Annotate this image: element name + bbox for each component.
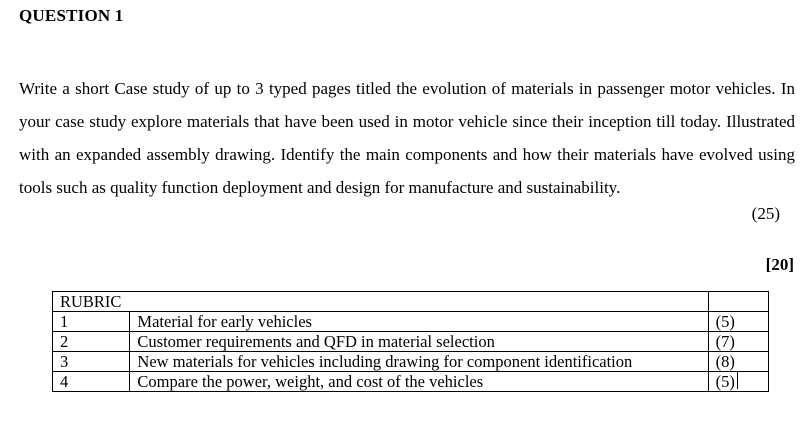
rubric-title: RUBRIC — [53, 292, 709, 312]
question-heading: QUESTION 1 — [19, 6, 124, 25]
rubric-row-description: Compare the power, weight, and cost of the vehicles — [130, 372, 708, 392]
rubric-row — [53, 372, 769, 392]
rubric-row-marks: (7) — [708, 332, 768, 352]
rubric-row-description: New materials for vehicles including drawing for component identification — [130, 352, 708, 372]
rubric-row-description: Material for early vehicles — [130, 312, 708, 332]
rubric-header-marks-cell — [708, 292, 768, 312]
rubric-row — [53, 332, 769, 352]
rubric-row — [53, 352, 769, 372]
rubric-row-marks-cell[interactable] — [708, 372, 768, 392]
rubric-row-marks: (5) — [708, 312, 768, 332]
rubric-row-marks: (5) — [715, 372, 735, 391]
rubric-row-number: 4 — [53, 372, 130, 392]
rubric-header-row — [53, 292, 769, 312]
rubric-row-number: 1 — [53, 312, 130, 332]
rubric-row-description: Customer requirements and QFD in material selection — [130, 332, 708, 352]
rubric-table — [52, 291, 769, 392]
text-cursor — [737, 372, 738, 389]
rubric-row-marks: (8) — [708, 352, 768, 372]
question-marks: (25) — [751, 204, 780, 223]
total-marks: [20] — [765, 255, 794, 274]
rubric-row — [53, 312, 769, 332]
question-text: Write a short Case study of up to 3 typed pages titled the evolution of materials in passenger motor vehicles. In your case study explore materials that have been used in motor vehicle since their inception till today. Illustrated with an expanded assembly drawing. Identify the main components and how their materials have evolved using tools such as quality function deployment and design for manufacture and sustainability. — [19, 79, 795, 197]
rubric-row-number: 2 — [53, 332, 130, 352]
rubric-row-number: 3 — [53, 352, 130, 372]
